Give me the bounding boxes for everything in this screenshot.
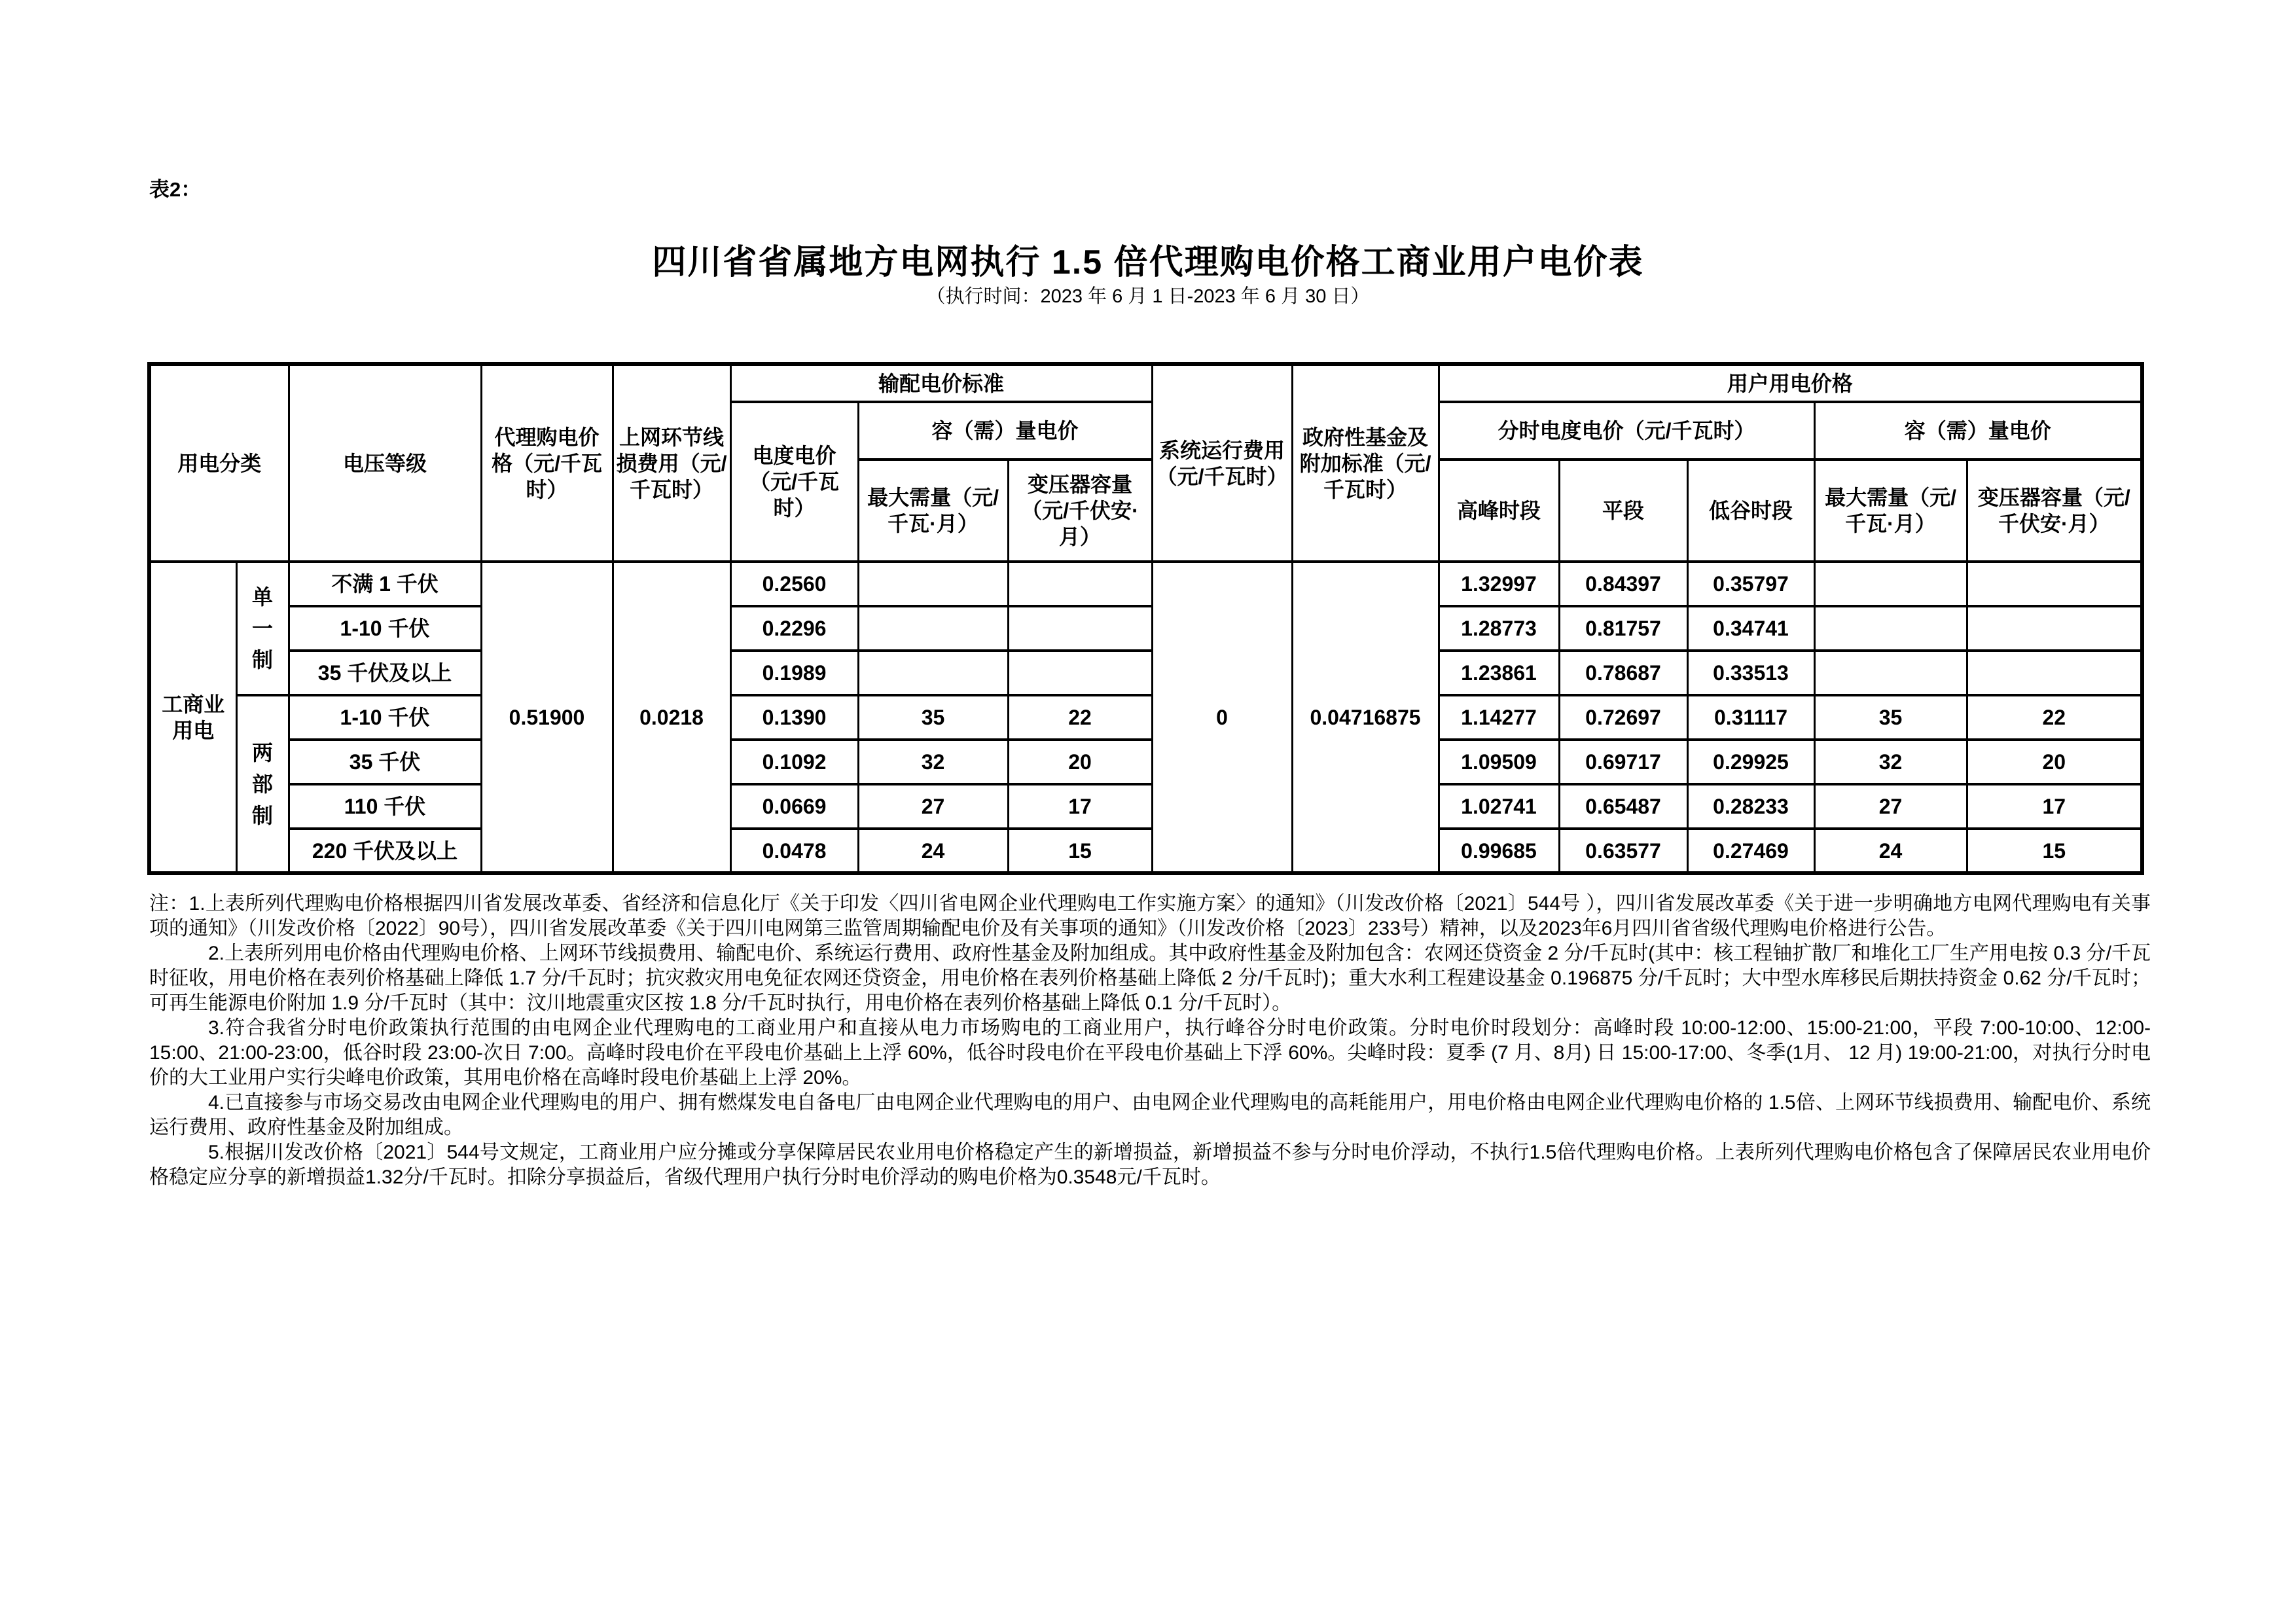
table-row — [149, 829, 2142, 873]
note-3: 3.符合我省分时电价政策执行范围的由电网企业代理购电的工商业用户和直接从电力市场购电的工商业用户，执行峰谷分时电价政策。分时电价时段划分：高峰时段 10:00-12:00、15:00-21:00，平段 7:00-10:00、12:00-15:00、21:00-23:00，低谷时段 23:00-次日 7:00。高峰时段电价在平段电价基础上上浮 60%，低谷时段电价在平段电价基础上下浮 60%。尖峰时段：夏季 (7 月、8月) 日 15:00-17:00、冬季(1月、 12 月) 19:00-21:00，对执行分时电价的大工业用户实行尖峰电价政策，其用电价格在高峰时段电价基础上上浮 20%。 — [149, 1017, 2151, 1089]
cell-flat: 0.65487 — [1559, 784, 1687, 829]
cell-transformer — [1008, 562, 1152, 606]
footnotes — [149, 892, 2151, 1190]
cell-user-max-demand — [1814, 562, 1967, 606]
cell-user-transformer: 17 — [1967, 784, 2142, 829]
table-row — [149, 784, 2142, 829]
header-user-transformer-capacity: 变压器容量（元/千伏安·月） — [1967, 460, 2142, 562]
page-title: 四川省省属地方电网执行 1.5 倍代理购电价格工商业用户电价表 — [652, 244, 1644, 281]
usage-category-label: 工商业用电 — [162, 692, 225, 742]
header-capacity-group: 容（需）量电价 — [858, 402, 1152, 460]
cell-valley: 0.35797 — [1687, 562, 1814, 606]
header-row-1 — [149, 364, 2142, 402]
cell-two-part-system — [236, 695, 289, 873]
cell-max-demand: 27 — [858, 784, 1008, 829]
single-system-label: 单一制 — [252, 585, 274, 672]
header-gov-funds: 政府性基金及附加标准（元/千瓦时） — [1292, 364, 1439, 562]
cell-valley: 0.27469 — [1687, 829, 1814, 873]
cell-transformer: 17 — [1008, 784, 1152, 829]
cell-gov-funds: 0.04716875 — [1292, 562, 1439, 873]
cell-user-transformer — [1967, 651, 2142, 695]
cell-single-system — [236, 562, 289, 695]
cell-flat: 0.81757 — [1559, 606, 1687, 651]
cell-energy-price: 0.1390 — [730, 695, 858, 740]
header-user-price-group: 用户用电价格 — [1439, 364, 2142, 402]
cell-valley: 0.28233 — [1687, 784, 1814, 829]
cell-voltage: 35 千伏 — [289, 740, 481, 784]
cell-peak: 1.02741 — [1439, 784, 1559, 829]
table-row — [149, 606, 2142, 651]
cell-user-max-demand: 24 — [1814, 829, 1967, 873]
cell-user-max-demand: 27 — [1814, 784, 1967, 829]
note-4: 4.已直接参与市场交易改由电网企业代理购电的用户、拥有燃煤发电自备电厂由电网企业代理购电的用户、由电网企业代理购电的高耗能用户，用电价格由电网企业代理购电价格的 1.5倍、上网环节线损费用、输配电价、系统运行费用、政府性基金及附加组成。 — [149, 1092, 2151, 1138]
cell-energy-price: 0.0478 — [730, 829, 858, 873]
cell-flat: 0.72697 — [1559, 695, 1687, 740]
cell-peak: 1.14277 — [1439, 695, 1559, 740]
cell-max-demand — [858, 562, 1008, 606]
cell-valley: 0.29925 — [1687, 740, 1814, 784]
header-user-max-demand: 最大需量（元/千瓦·月） — [1814, 460, 1967, 562]
cell-transformer: 22 — [1008, 695, 1152, 740]
cell-user-transformer — [1967, 606, 2142, 651]
cell-max-demand: 24 — [858, 829, 1008, 873]
cell-flat: 0.69717 — [1559, 740, 1687, 784]
header-user-capacity-group: 容（需）量电价 — [1814, 402, 2142, 460]
cell-peak: 0.99685 — [1439, 829, 1559, 873]
cell-valley: 0.34741 — [1687, 606, 1814, 651]
table-number-label: 表2： — [149, 178, 202, 201]
table-row — [149, 740, 2142, 784]
cell-voltage: 不满 1 千伏 — [289, 562, 481, 606]
header-grid-loss-fee: 上网环节线损费用（元/千瓦时） — [613, 364, 730, 562]
cell-voltage: 1-10 千伏 — [289, 606, 481, 651]
cell-max-demand: 32 — [858, 740, 1008, 784]
cell-user-transformer: 22 — [1967, 695, 2142, 740]
cell-voltage: 1-10 千伏 — [289, 695, 481, 740]
cell-energy-price: 0.1092 — [730, 740, 858, 784]
cell-energy-price: 0.2560 — [730, 562, 858, 606]
page-subtitle: （执行时间：2023 年 6 月 1 日-2023 年 6 月 30 日） — [926, 286, 1370, 307]
cell-peak: 1.32997 — [1439, 562, 1559, 606]
header-usage-category: 用电分类 — [149, 364, 289, 562]
cell-agency-price: 0.51900 — [481, 562, 613, 873]
header-voltage-level: 电压等级 — [289, 364, 481, 562]
table-row — [149, 695, 2142, 740]
cell-user-transformer: 15 — [1967, 829, 2142, 873]
cell-peak: 1.23861 — [1439, 651, 1559, 695]
note-1: 注：1.上表所列代理购电价格根据四川省发展改革委、省经济和信息化厅《关于印发〈四川省电网企业代理购电工作实施方案〉的通知》（川发改价格〔2021〕544号 ），四川省发展改革委《关于进一步明确地方电网代理购电有关事项的通知》（川发改价格〔2022〕90号），四川省发展改革委《关于四川电网第三监管周期输配电价及有关事项的通知》（川发改价格〔2023〕233号）精神，以及2023年6月四川省省级代理购电价格进行公告。 — [149, 893, 2151, 939]
cell-valley: 0.31117 — [1687, 695, 1814, 740]
cell-transformer: 15 — [1008, 829, 1152, 873]
note-5: 5.根据川发改价格〔2021〕544号文规定，工商业用户应分摊或分享保障居民农业用电价格稳定产生的新增损益，新增损益不参与分时电价浮动，不执行1.5倍代理购电价格。上表所列代理购电价格包含了保障居民农业用电价格稳定应分享的新增损益1.32分/千瓦时。扣除分享损益后，省级代理用户执行分时电价浮动的购电价格为0.3548元/千瓦时。 — [149, 1142, 2151, 1188]
cell-valley: 0.33513 — [1687, 651, 1814, 695]
header-transmission-group: 输配电价标准 — [730, 364, 1152, 402]
two-part-system-label: 两部制 — [252, 740, 274, 827]
header-system-operation-fee: 系统运行费用（元/千瓦时） — [1152, 364, 1292, 562]
cell-flat: 0.63577 — [1559, 829, 1687, 873]
cell-transformer — [1008, 651, 1152, 695]
cell-grid-loss-fee: 0.0218 — [613, 562, 730, 873]
cell-transformer: 20 — [1008, 740, 1152, 784]
cell-user-max-demand — [1814, 651, 1967, 695]
header-tou-energy-price: 分时电度电价（元/千瓦时） — [1439, 402, 1814, 460]
cell-energy-price: 0.0669 — [730, 784, 858, 829]
cell-max-demand — [858, 606, 1008, 651]
cell-max-demand — [858, 651, 1008, 695]
cell-flat: 0.78687 — [1559, 651, 1687, 695]
cell-transformer — [1008, 606, 1152, 651]
table-row — [149, 651, 2142, 695]
cell-energy-price: 0.2296 — [730, 606, 858, 651]
table-row — [149, 562, 2142, 606]
cell-user-transformer: 20 — [1967, 740, 2142, 784]
cell-peak: 1.28773 — [1439, 606, 1559, 651]
cell-flat: 0.84397 — [1559, 562, 1687, 606]
cell-peak: 1.09509 — [1439, 740, 1559, 784]
cell-system-operation-fee: 0 — [1152, 562, 1292, 873]
cell-usage-category — [149, 562, 236, 873]
cell-voltage: 110 千伏 — [289, 784, 481, 829]
header-peak-period: 高峰时段 — [1439, 460, 1559, 562]
header-flat-period: 平段 — [1559, 460, 1687, 562]
cell-user-max-demand: 32 — [1814, 740, 1967, 784]
header-max-demand: 最大需量（元/千瓦·月） — [858, 460, 1008, 562]
cell-voltage: 220 千伏及以上 — [289, 829, 481, 873]
cell-user-max-demand — [1814, 606, 1967, 651]
header-transformer-capacity: 变压器容量（元/千伏安·月） — [1008, 460, 1152, 562]
header-agency-price: 代理购电价格（元/千瓦时） — [481, 364, 613, 562]
cell-voltage: 35 千伏及以上 — [289, 651, 481, 695]
header-valley-period: 低谷时段 — [1687, 460, 1814, 562]
cell-max-demand: 35 — [858, 695, 1008, 740]
header-energy-price: 电度电价（元/千瓦时） — [730, 402, 858, 562]
cell-energy-price: 0.1989 — [730, 651, 858, 695]
price-table — [147, 362, 2144, 875]
note-2: 2.上表所列用电价格由代理购电价格、上网环节线损费用、输配电价、系统运行费用、政府性基金及附加组成。其中政府性基金及附加包含：农网还贷资金 2 分/千瓦时(其中：核工程铀扩散厂和堆化工厂生产用电按 0.3 分/千瓦时征收，用电价格在表列价格基础上降低 1.7 分/千瓦时；抗灾救灾用电免征农网还贷资金，用电价格在表列价格基础上降低 2 分/千瓦时)；重大水利工程建设基金 0.196875 分/千瓦时；大中型水库移民后期扶持资金 0.62 分/千瓦时；可再生能源电价附加 1.9 分/千瓦时（其中：汶川地震重灾区按 1.8 分/千瓦时执行，用电价格在表列价格基础上降低 0.1 分/千瓦时）。 — [149, 943, 2151, 1014]
cell-user-max-demand: 35 — [1814, 695, 1967, 740]
cell-user-transformer — [1967, 562, 2142, 606]
